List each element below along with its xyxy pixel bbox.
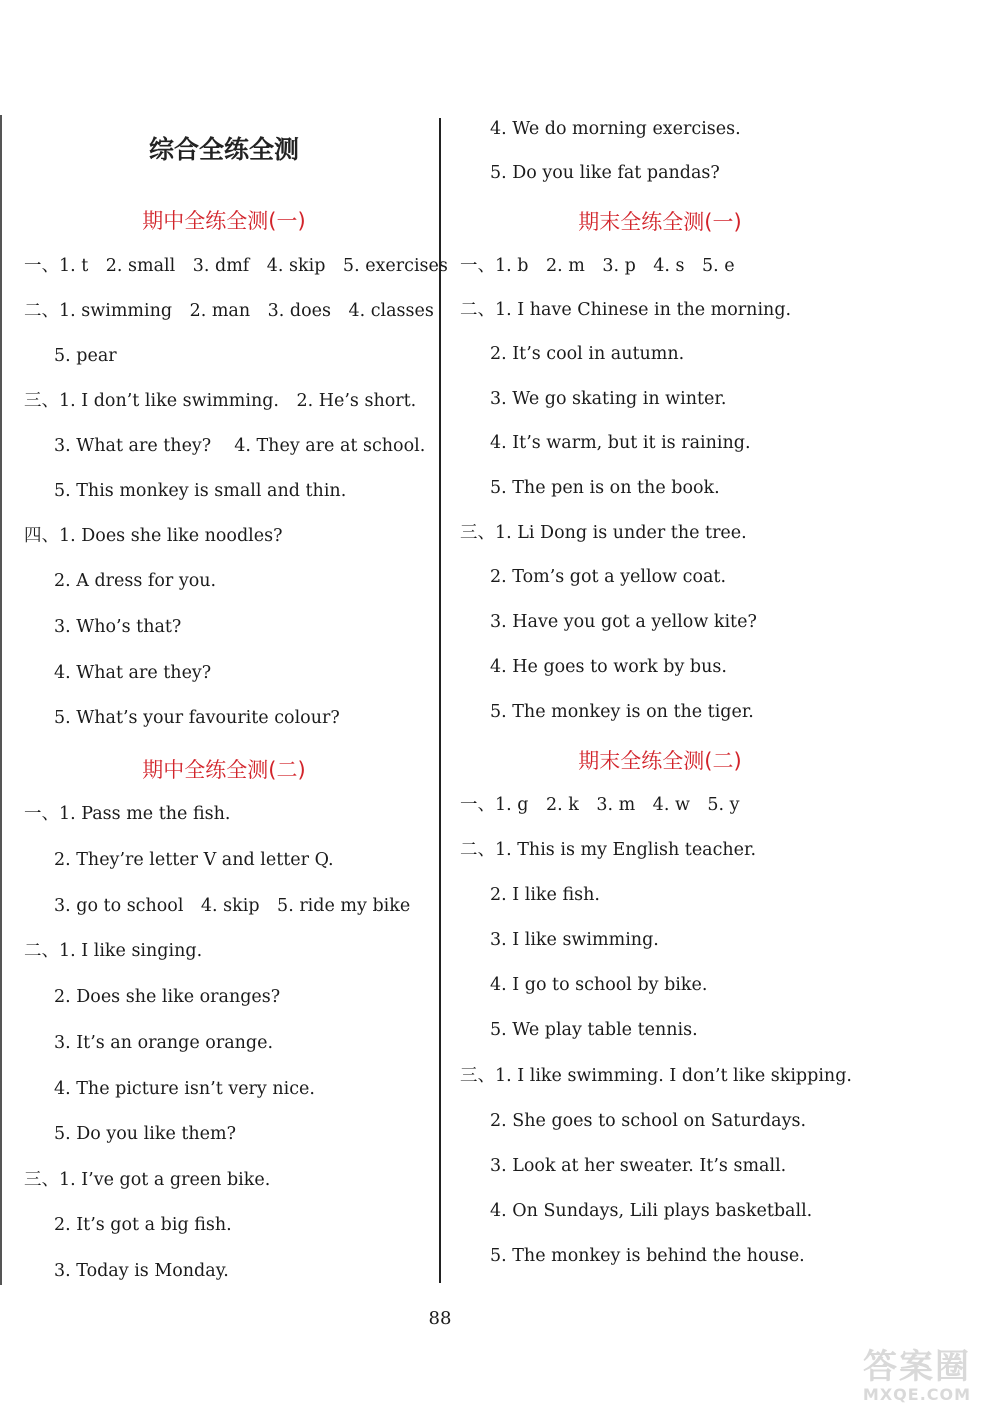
answer-line: 5. pear: [54, 346, 117, 366]
answer-line: 2. It’s got a big fish.: [54, 1215, 232, 1235]
watermark-url: MXQE.COM: [862, 1385, 972, 1404]
answer-line: 一、1. t 2. small 3. dmf 4. skip 5. exercises: [24, 256, 448, 276]
answer-line: 二、1. This is my English teacher.: [460, 840, 757, 860]
answer-line: 2. Tom’s got a yellow coat.: [490, 567, 727, 587]
answer-line: 4. He goes to work by bus.: [490, 657, 727, 677]
answer-line: 5. Do you like them?: [54, 1124, 236, 1144]
answer-line: 三、1. I don’t like swimming. 2. He’s short.: [24, 391, 417, 411]
answer-line: 5. What’s your favourite colour?: [54, 708, 340, 728]
answer-line: 4. It’s warm, but it is raining.: [490, 433, 751, 453]
answer-line: 二、1. I have Chinese in the morning.: [460, 300, 792, 320]
answer-line: 2. Does she like oranges?: [54, 987, 281, 1007]
answer-line: 四、1. Does she like noodles?: [24, 526, 283, 546]
answer-line: 2. She goes to school on Saturdays.: [490, 1111, 807, 1131]
scan-edge: [0, 115, 8, 1285]
answer-line: 3. I like swimming.: [490, 930, 659, 950]
answer-line: 3. Have you got a yellow kite?: [490, 612, 757, 632]
answer-line: 一、1. Pass me the fish.: [24, 804, 231, 824]
main-title: 综合全练全测: [148, 135, 299, 164]
page-number: 88: [428, 1308, 452, 1329]
section-title-midterm-2: 期中全练全测(二): [142, 758, 306, 782]
answer-line: 5. We play table tennis.: [490, 1020, 698, 1040]
answer-line: 3. Who’s that?: [54, 617, 182, 637]
answer-line: 三、1. Li Dong is under the tree.: [460, 523, 747, 543]
answer-line: 5. Do you like fat pandas?: [490, 163, 720, 183]
answer-line: 三、1. I like swimming. I don’t like skipping.: [460, 1066, 852, 1086]
answer-line: 4. I go to school by bike.: [490, 975, 708, 995]
answer-line: 5. The monkey is behind the house.: [490, 1246, 805, 1266]
answer-line: 4. On Sundays, Lili plays basketball.: [490, 1201, 813, 1221]
answer-line: 3. Look at her sweater. It’s small.: [490, 1156, 787, 1176]
answer-line: 4. We do morning exercises.: [490, 119, 741, 139]
answer-line: 一、1. g 2. k 3. m 4. w 5. y: [460, 795, 740, 815]
answer-line: 3. go to school 4. skip 5. ride my bike: [54, 896, 411, 916]
answer-line: 一、1. b 2. m 3. p 4. s 5. e: [460, 256, 735, 276]
answer-line: 3. What are they? 4. They are at school.: [54, 436, 426, 456]
answer-line: 3. We go skating in winter.: [490, 389, 727, 409]
answer-line: 4. What are they?: [54, 663, 212, 683]
answer-line: 2. I like fish.: [490, 885, 600, 905]
answer-line: 2. A dress for you.: [54, 571, 217, 591]
column-divider: [439, 118, 441, 1283]
watermark-text: 答案圈: [863, 1347, 971, 1387]
section-title-final-2: 期末全练全测(二): [578, 749, 742, 773]
answer-line: 二、1. I like singing.: [24, 941, 203, 961]
section-title-midterm-1: 期中全练全测(一): [142, 209, 306, 233]
answer-line: 3. It’s an orange orange.: [54, 1033, 274, 1053]
answer-line: 二、1. swimming 2. man 3. does 4. classes: [24, 301, 434, 321]
answer-line: 2. They’re letter V and letter Q.: [54, 850, 334, 870]
section-title-final-1: 期末全练全测(一): [578, 210, 742, 234]
answer-line: 4. The picture isn’t very nice.: [54, 1079, 315, 1099]
watermark-logo: [842, 1349, 992, 1409]
answer-line: 5. This monkey is small and thin.: [54, 481, 347, 501]
answer-line: 3. Today is Monday.: [54, 1261, 229, 1281]
answer-line: 5. The pen is on the book.: [490, 478, 720, 498]
answer-line: 三、1. I’ve got a green bike.: [24, 1170, 271, 1190]
answer-line: 2. It’s cool in autumn.: [490, 344, 685, 364]
answer-line: 5. The monkey is on the tiger.: [490, 702, 754, 722]
